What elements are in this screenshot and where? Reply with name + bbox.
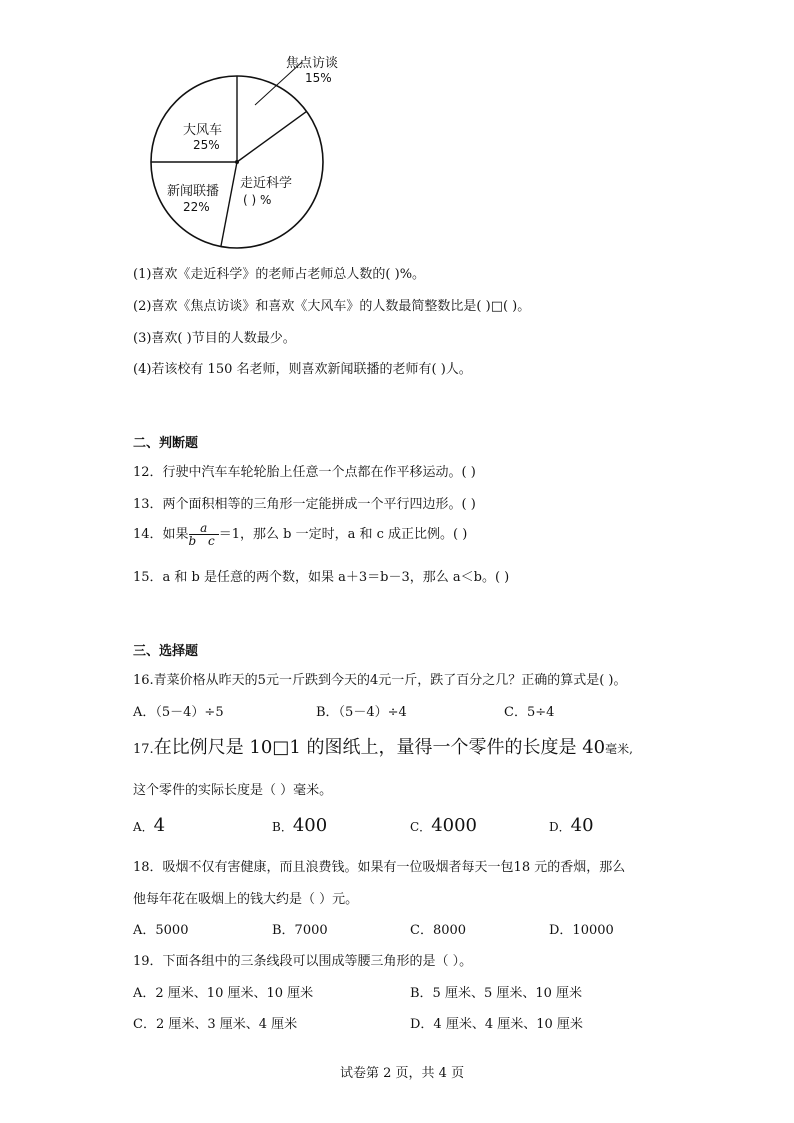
pie-label-news: 新闻联播 [167,184,220,199]
q16-option-b: B．（5－4）÷4 [316,705,407,720]
pie-label-focus: 焦点访谈 [286,56,339,71]
q19-option-b: B．5 厘米、5 厘米、10 厘米 [410,986,583,1001]
q19-option-d: D．4 厘米、4 厘米、10 厘米 [410,1017,583,1032]
q18-option-a: A．5000 [133,923,189,938]
q14-pre: 14．如果 [133,527,189,542]
q14-denominator: b c [188,534,219,548]
pie-pct-science: ( ) % [243,193,272,207]
q19: 19．下面各组中的三条线段可以围成等腰三角形的是（ ）。 [133,954,473,969]
q16: 16.青菜价格从昨天的5元一斤跌到今天的4元一斤，跌了百分之几？正确的算式是( )。 [133,673,627,688]
q19-option-a: A．2 厘米、10 厘米、10 厘米 [133,986,314,1001]
q17-line2: 这个零件的实际长度是（ ）毫米。 [133,783,333,798]
q16-option-a: A．（5－4）÷5 [133,705,224,720]
pie-pct-wind: 25% [193,138,220,152]
section3-heading: 三、选择题 [133,644,199,659]
q19-option-c: C．2 厘米、3 厘米、4 厘米 [133,1017,298,1032]
pie-slice-boundary-focus-science [237,111,307,162]
q11-sub2: (2)喜欢《焦点访谈》和喜欢《大风车》的人数最简整数比是( )□( )。 [133,299,531,314]
q17-number: 17. [133,742,154,757]
q11-sub3: (3)喜欢( )节目的人数最少。 [133,331,296,346]
pie-label-science: 走近科学 [240,176,293,191]
section2-heading: 二、判断题 [133,436,199,451]
page-footer: 试卷第 2 页，共 4 页 [340,1066,465,1081]
pie-label-wind: 大风车 [183,123,223,138]
pie-chart [140,45,370,260]
q18-option-b: B．7000 [272,923,328,938]
pie-pct-news: 22% [183,200,210,214]
q17-option-b: B．400 [272,815,328,836]
q12: 12．行驶中汽车车轮轮胎上任意一个点都在作平移运动。( ) [133,465,476,480]
q14-numerator: a [189,522,219,535]
q13: 13．两个面积相等的三角形一定能拼成一个平行四边形。( ) [133,497,476,512]
q17-option-d: D．40 [549,815,594,836]
q14-fraction [189,522,219,547]
q17-option-c: C．4000 [410,815,477,836]
q14 [133,522,467,547]
q17-unit: 毫米, [605,742,633,756]
q18-line2: 他每年花在吸烟上的钱大约是（ ）元。 [133,892,359,907]
q18-option-c: C．8000 [410,923,467,938]
q18-line1: 18．吸烟不仅有害健康，而且浪费钱。如果有一位吸烟者每天一包18 元的香烟，那么 [133,860,626,875]
pie-center-dot [235,160,239,164]
q14-post: ＝1，那么 b 一定时，a 和 c 成正比例。( ) [218,527,468,542]
q17-line1 [133,733,633,759]
q16-option-c: C．5÷4 [504,705,555,720]
q17-text: 在比例尺是 10□1 的图纸上，量得一个零件的长度是 40 [153,737,606,758]
pie-pct-focus: 15% [305,71,332,85]
q18-option-d: D．10000 [549,923,614,938]
q15: 15．a 和 b 是任意的两个数，如果 a＋3＝b－3，那么 a＜b。( ) [133,570,510,585]
q17-option-a: A．4 [133,815,166,836]
pie-slice-boundary-science-news [221,162,237,246]
q11-sub4: (4)若该校有 150 名老师，则喜欢新闻联播的老师有( )人。 [133,362,472,377]
q11-sub1: (1)喜欢《走近科学》的老师占老师总人数的( )%。 [133,267,426,282]
